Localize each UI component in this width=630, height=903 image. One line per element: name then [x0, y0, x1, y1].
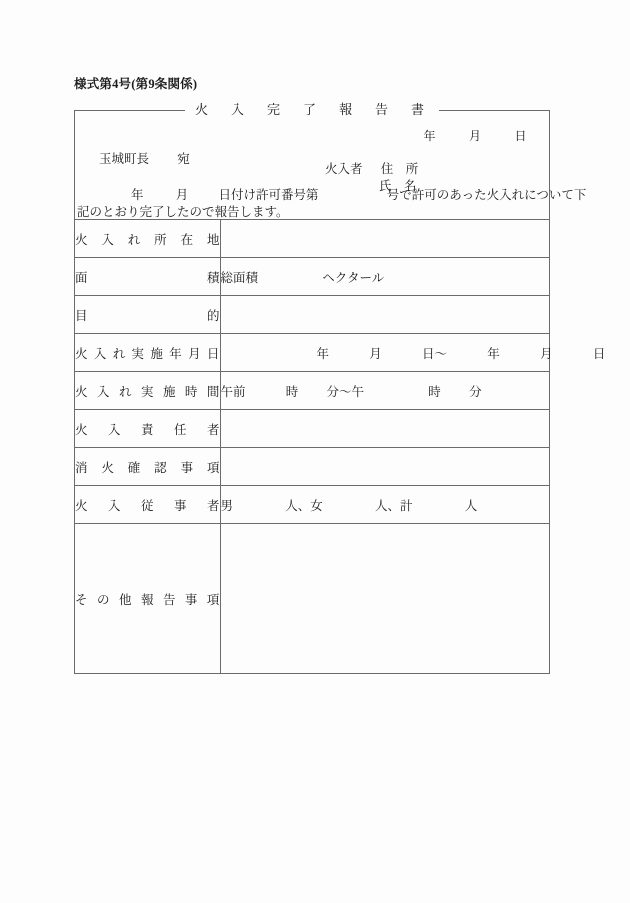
- applicant-address-row: [325, 161, 418, 178]
- label-char: 火: [75, 346, 88, 361]
- row-value-other-remarks[interactable]: [220, 524, 549, 674]
- label-justify: [75, 344, 220, 362]
- label-char: 所: [154, 232, 167, 247]
- label-char: 年: [169, 346, 182, 361]
- label-char: 事: [173, 498, 187, 513]
- label-char: の: [96, 592, 110, 607]
- label-char: 面: [75, 270, 88, 285]
- table-row: [75, 410, 549, 448]
- to-minute-label: 分: [469, 384, 482, 399]
- table-row: [75, 372, 549, 410]
- row-label-participants: [75, 486, 220, 524]
- male-label: 男: [220, 498, 234, 513]
- label-justify: [75, 382, 220, 400]
- table-row: [75, 448, 549, 486]
- label-char: 責: [140, 422, 154, 437]
- table-row: [75, 220, 549, 258]
- permit-number-label: 日付け許可番号第: [218, 188, 319, 202]
- label-char: 告: [162, 592, 176, 607]
- to-month-label: 月: [540, 346, 553, 361]
- applicant-role-label: 火入者: [325, 162, 363, 176]
- to-day-label: 日: [592, 346, 606, 361]
- label-char: 施: [150, 346, 163, 361]
- label-char: 火: [75, 384, 88, 399]
- label-justify: [75, 420, 220, 438]
- statement-paragraph: [75, 187, 587, 221]
- total-count-unit: 人: [464, 498, 478, 513]
- applicant-address-label: 住 所: [380, 162, 419, 176]
- form-number: 様式第4号(第9条関係): [74, 77, 198, 91]
- date-month-label: 月: [468, 129, 482, 143]
- table-row: [75, 486, 549, 524]
- form-frame: [74, 102, 606, 674]
- label-char: 者: [206, 422, 220, 437]
- label-char: 項: [206, 592, 220, 607]
- statement-line-2: 記のとおり完了したので報告します。: [77, 205, 289, 219]
- label-char: れ: [112, 346, 126, 361]
- label-char: 施: [162, 384, 176, 399]
- row-label-location: [75, 220, 220, 258]
- area-unit-label: ヘクタール: [322, 270, 385, 285]
- row-label-implementation-time: [75, 372, 220, 410]
- am-label: 午前: [220, 384, 246, 399]
- label-char: 月: [188, 346, 201, 361]
- row-value-implementation-date[interactable]: [220, 334, 606, 372]
- label-char: 目: [75, 308, 88, 323]
- label-char: れ: [127, 232, 141, 247]
- permit-month-label: 月: [175, 188, 189, 202]
- header-body: [75, 111, 587, 219]
- addressee-honorific: 宛: [177, 152, 190, 166]
- label-char: 入: [101, 232, 114, 247]
- label-char: 積: [206, 270, 220, 285]
- label-char: 従: [140, 498, 154, 513]
- label-char: 地: [206, 232, 220, 247]
- label-char: 任: [173, 422, 187, 437]
- from-minute-label: 分～午: [326, 384, 365, 399]
- from-day-label: 日～: [422, 346, 448, 361]
- label-char: 実: [140, 384, 154, 399]
- label-char: 的: [206, 308, 220, 323]
- date-day-label: 日: [514, 129, 527, 143]
- label-char: 在: [180, 232, 194, 247]
- area-row-content: [221, 271, 385, 285]
- row-value-participants[interactable]: [220, 486, 549, 524]
- label-char: 火: [75, 498, 88, 513]
- statement-line-1: [75, 187, 587, 204]
- label-justify: [75, 458, 220, 476]
- time-range-content: [221, 385, 482, 399]
- label-char: 入: [93, 346, 107, 361]
- table-row: [75, 334, 549, 372]
- from-hour-label: 時: [285, 384, 299, 399]
- row-label-extinguish-confirmation: [75, 448, 220, 486]
- label-justify: [75, 230, 220, 248]
- label-char: 火: [75, 422, 88, 437]
- total-area-label: 総面積: [220, 270, 259, 285]
- permit-year-label: 年: [131, 188, 144, 202]
- row-label-area: [75, 258, 220, 296]
- male-count-unit: 人、女: [285, 498, 323, 513]
- label-char: 時: [184, 384, 198, 399]
- label-char: 火: [75, 232, 88, 247]
- label-char: 事: [180, 460, 194, 475]
- label-char: 火: [101, 460, 114, 475]
- label-char: れ: [118, 384, 132, 399]
- row-label-other-remarks: [75, 524, 220, 674]
- label-char: 入: [107, 422, 121, 437]
- label-justify: [75, 590, 220, 608]
- participants-content: [221, 499, 478, 513]
- row-value-purpose[interactable]: [220, 296, 549, 334]
- female-count-unit: 人、計: [375, 498, 413, 513]
- applicant-name-label: 氏 名: [379, 179, 417, 193]
- label-justify: [75, 496, 220, 514]
- label-char: 者: [206, 498, 220, 513]
- row-label-responsible-person: [75, 410, 220, 448]
- label-char: 他: [118, 592, 132, 607]
- to-year-label: 年: [487, 346, 500, 361]
- row-value-extinguish-confirmation[interactable]: [220, 448, 549, 486]
- statement-tail: 号で許可のあった火入れについて下: [386, 188, 587, 202]
- row-value-implementation-time[interactable]: [220, 372, 549, 410]
- row-value-responsible-person[interactable]: [220, 410, 549, 448]
- addressee-recipient: 玉城町長: [99, 152, 150, 166]
- label-char: 実: [131, 346, 145, 361]
- document-title: 火 入 完 了 報 告 書: [185, 103, 439, 116]
- row-value-location[interactable]: [220, 220, 549, 258]
- submission-date-line: [423, 127, 527, 144]
- date-year-label: 年: [423, 129, 436, 143]
- label-char: 入: [107, 498, 121, 513]
- from-month-label: 月: [369, 346, 382, 361]
- label-char: 消: [75, 460, 88, 475]
- row-value-area[interactable]: [220, 258, 549, 296]
- label-char: 項: [206, 460, 220, 475]
- report-table: [75, 219, 606, 674]
- label-char: 認: [154, 460, 167, 475]
- table-row: [75, 524, 549, 674]
- row-label-implementation-date: [75, 334, 220, 372]
- label-char: 日: [206, 346, 220, 361]
- label-char: そ: [75, 592, 88, 607]
- label-char: 事: [184, 592, 198, 607]
- label-char: 入: [96, 384, 110, 399]
- table-row: [75, 296, 549, 334]
- form-header: [75, 102, 587, 219]
- addressee-line: [99, 149, 190, 167]
- label-justify: [75, 268, 220, 286]
- to-hour-label: 時: [428, 384, 441, 399]
- label-char: 確: [127, 460, 141, 475]
- label-justify: [75, 306, 220, 324]
- row-label-purpose: [75, 296, 220, 334]
- table-row: [75, 258, 549, 296]
- label-char: 間: [206, 384, 220, 399]
- label-char: 報: [140, 592, 154, 607]
- from-year-label: 年: [316, 346, 330, 361]
- date-range-content: [221, 347, 606, 361]
